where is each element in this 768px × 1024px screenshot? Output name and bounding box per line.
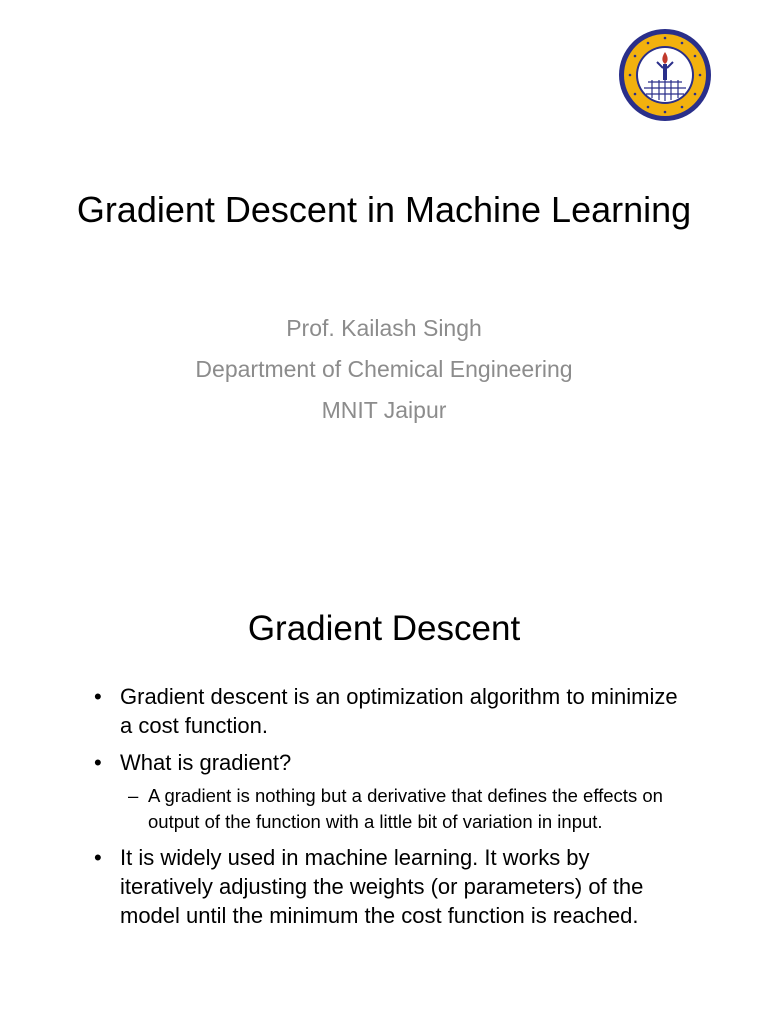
institute-seal-logo (618, 28, 712, 122)
bullet-item (90, 682, 680, 740)
bullet-item (90, 843, 680, 930)
content-slide (0, 510, 768, 1024)
slide-title: Gradient Descent in Machine Learning (76, 189, 692, 230)
title-slide (0, 0, 768, 510)
bullet-list (90, 682, 680, 938)
author-name: Prof. Kailash Singh (286, 315, 482, 341)
sub-bullet-item (90, 783, 680, 835)
bullet-marker: • (94, 750, 102, 775)
slide-subtitle (60, 308, 708, 431)
bullet-text: It is widely used in machine learning. It works by iteratively adjusting the weights (or parameters) of the model until the minimum the cost function is reached. (120, 845, 644, 928)
bullet-text: What is gradient? (120, 750, 292, 775)
bullet-item (90, 748, 680, 777)
sub-bullet-marker: – (128, 785, 139, 806)
sub-bullet-text: A gradient is nothing but a derivative that defines the effects on output of the function with a little bit of variation in input. (148, 785, 663, 832)
bullet-marker: • (94, 845, 102, 870)
bullet-marker: • (94, 684, 102, 709)
bullet-text: Gradient descent is an optimization algorithm to minimize a cost function. (120, 684, 678, 738)
department-name: Department of Chemical Engineering (195, 356, 573, 382)
institution-name: MNIT Jaipur (321, 397, 447, 423)
slide-title: Gradient Descent (247, 609, 521, 648)
